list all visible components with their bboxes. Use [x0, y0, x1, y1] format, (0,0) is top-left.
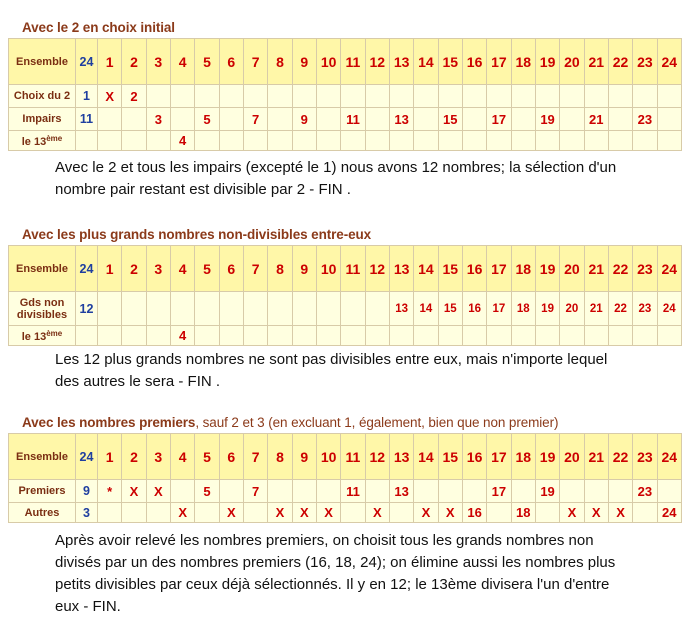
- number-cell: X: [608, 503, 632, 523]
- number-cell: [657, 326, 681, 346]
- number-cell: [146, 292, 170, 326]
- table-row: [9, 39, 682, 85]
- number-cell: 18: [511, 292, 535, 326]
- number-cell: [608, 480, 632, 503]
- number-cell: 4: [170, 131, 194, 151]
- number-cell: X: [560, 503, 584, 523]
- number-cell: [219, 480, 243, 503]
- number-cell: 16: [462, 503, 486, 523]
- number-cell: 16: [462, 292, 486, 326]
- number-cell: [122, 108, 146, 131]
- number-cell: [462, 131, 486, 151]
- number-cell: [462, 480, 486, 503]
- number-cell: [511, 85, 535, 108]
- number-cell: [341, 326, 365, 346]
- number-cell: [487, 131, 511, 151]
- paragraph-line: divisés par un des nombres premiers (16, 18, 24); on élimine aussi les nombres plus: [55, 554, 616, 571]
- number-cell: 15: [438, 108, 462, 131]
- number-cell: 4: [170, 246, 194, 292]
- number-cell: 23: [633, 480, 657, 503]
- row-count: [76, 326, 98, 346]
- number-cell: X: [170, 503, 194, 523]
- row-label: Autres: [9, 503, 76, 523]
- number-cell: [219, 108, 243, 131]
- number-cell: 18: [511, 246, 535, 292]
- number-cell: 14: [414, 39, 438, 85]
- number-cell: [268, 108, 292, 131]
- number-cell: 10: [316, 434, 340, 480]
- number-cell: [657, 480, 681, 503]
- number-cell: 3: [146, 39, 170, 85]
- number-cell: [341, 85, 365, 108]
- number-cell: 7: [243, 434, 267, 480]
- number-cell: [657, 131, 681, 151]
- number-cell: *: [98, 480, 122, 503]
- table-row: [9, 131, 682, 151]
- number-cell: [195, 131, 219, 151]
- number-cell: 17: [487, 434, 511, 480]
- number-cell: 22: [608, 434, 632, 480]
- number-cell: 21: [584, 434, 608, 480]
- number-cell: [608, 85, 632, 108]
- number-cell: 11: [341, 480, 365, 503]
- number-cell: 19: [535, 39, 559, 85]
- number-cell: [170, 292, 194, 326]
- number-cell: 13: [389, 39, 413, 85]
- number-cell: [219, 131, 243, 151]
- number-cell: [268, 326, 292, 346]
- number-cell: [608, 108, 632, 131]
- number-cell: [462, 85, 486, 108]
- number-cell: [365, 131, 389, 151]
- number-cell: [657, 85, 681, 108]
- number-cell: 24: [657, 434, 681, 480]
- number-cell: [633, 326, 657, 346]
- number-cell: [195, 503, 219, 523]
- number-cell: [292, 292, 316, 326]
- number-cell: [389, 503, 413, 523]
- number-cell: [268, 85, 292, 108]
- number-cell: [462, 108, 486, 131]
- number-cell: 3: [146, 246, 170, 292]
- number-cell: [633, 85, 657, 108]
- number-cell: [146, 85, 170, 108]
- number-cell: 9: [292, 108, 316, 131]
- number-cell: [365, 326, 389, 346]
- number-cell: [292, 326, 316, 346]
- number-cell: 5: [195, 39, 219, 85]
- number-cell: [389, 326, 413, 346]
- number-cell: 14: [414, 292, 438, 326]
- number-cell: 17: [487, 108, 511, 131]
- number-cell: 15: [438, 292, 462, 326]
- row-label: Gds non divisibles: [9, 292, 76, 326]
- row-label: le 13ème: [9, 131, 76, 151]
- number-cell: [560, 326, 584, 346]
- number-cell: [535, 503, 559, 523]
- number-cell: [584, 85, 608, 108]
- row-count: 11: [76, 108, 98, 131]
- number-cell: [146, 131, 170, 151]
- number-cell: 9: [292, 39, 316, 85]
- number-cell: 23: [633, 246, 657, 292]
- number-cell: 13: [389, 246, 413, 292]
- number-cell: [341, 503, 365, 523]
- number-cell: 17: [487, 246, 511, 292]
- paragraph-line: Les 12 plus grands nombres ne sont pas divisibles entre eux, mais n'importe lequel: [55, 351, 608, 368]
- row-label: Ensemble: [9, 434, 76, 480]
- number-cell: 5: [195, 108, 219, 131]
- number-cell: 9: [292, 246, 316, 292]
- number-cell: 19: [535, 292, 559, 326]
- paragraph-line: petits divisibles par ceux déjà sélectionnés. Il y en 12; le 13ème divisera l'un d'entre: [55, 576, 610, 593]
- section-3-title: Avec les nombres premiers, sauf 2 et 3 (en excluant 1, également, bien que non premier): [22, 415, 559, 430]
- number-cell: 20: [560, 246, 584, 292]
- number-cell: 24: [657, 503, 681, 523]
- row-count: 24: [76, 39, 98, 85]
- number-cell: [243, 503, 267, 523]
- number-cell: [584, 480, 608, 503]
- number-cell: [146, 503, 170, 523]
- number-cell: X: [146, 480, 170, 503]
- number-cell: X: [268, 503, 292, 523]
- number-cell: [511, 108, 535, 131]
- number-cell: [170, 85, 194, 108]
- section-2-title: Avec les plus grands nombres non-divisibles entre-eux: [22, 227, 372, 242]
- number-cell: 5: [195, 246, 219, 292]
- paragraph-line: Avec le 2 et tous les impairs (excepté le 1) nous avons 12 nombres; la sélection d'un: [55, 159, 617, 176]
- number-cell: [122, 503, 146, 523]
- number-cell: [316, 108, 340, 131]
- number-cell: X: [122, 480, 146, 503]
- number-cell: [535, 85, 559, 108]
- number-cell: X: [316, 503, 340, 523]
- number-cell: 8: [268, 39, 292, 85]
- number-cell: [389, 131, 413, 151]
- number-cell: [535, 326, 559, 346]
- number-cell: [414, 85, 438, 108]
- table-row: [9, 480, 682, 503]
- number-cell: 16: [462, 39, 486, 85]
- number-cell: 23: [633, 108, 657, 131]
- section-2-paragraph: [55, 349, 607, 393]
- number-cell: 2: [122, 85, 146, 108]
- number-cell: [633, 131, 657, 151]
- number-cell: [219, 292, 243, 326]
- number-cell: 17: [487, 39, 511, 85]
- number-cell: [365, 108, 389, 131]
- number-cell: [560, 85, 584, 108]
- number-cell: [316, 85, 340, 108]
- number-cell: 17: [487, 292, 511, 326]
- number-cell: [560, 131, 584, 151]
- number-cell: 13: [389, 480, 413, 503]
- number-cell: [195, 326, 219, 346]
- number-cell: 14: [414, 246, 438, 292]
- number-cell: [438, 326, 462, 346]
- number-cell: 5: [195, 480, 219, 503]
- number-cell: [657, 108, 681, 131]
- paragraph-line: des autres le sera - FIN .: [55, 373, 221, 390]
- number-cell: X: [438, 503, 462, 523]
- number-cell: 1: [98, 246, 122, 292]
- number-cell: 23: [633, 434, 657, 480]
- number-cell: [608, 326, 632, 346]
- number-cell: 24: [657, 39, 681, 85]
- number-cell: [268, 131, 292, 151]
- row-count: 24: [76, 434, 98, 480]
- number-cell: [341, 292, 365, 326]
- number-cell: 1: [98, 434, 122, 480]
- table-row: [9, 326, 682, 346]
- number-cell: 6: [219, 434, 243, 480]
- number-cell: 20: [560, 434, 584, 480]
- row-label: Choix du 2: [9, 85, 76, 108]
- number-cell: [243, 326, 267, 346]
- table-row: [9, 85, 682, 108]
- number-cell: 20: [560, 39, 584, 85]
- number-cell: 19: [535, 434, 559, 480]
- number-cell: 22: [608, 246, 632, 292]
- section-1-title: Avec le 2 en choix initial: [22, 20, 175, 35]
- number-cell: 10: [316, 39, 340, 85]
- number-cell: 17: [487, 480, 511, 503]
- number-cell: 7: [243, 108, 267, 131]
- number-cell: [438, 480, 462, 503]
- row-label: Ensemble: [9, 39, 76, 85]
- number-cell: [487, 85, 511, 108]
- row-label: le 13ème: [9, 326, 76, 346]
- row-label: Impairs: [9, 108, 76, 131]
- number-cell: [511, 131, 535, 151]
- number-cell: [535, 131, 559, 151]
- number-cell: 12: [365, 39, 389, 85]
- number-cell: [292, 480, 316, 503]
- table-row: [9, 503, 682, 523]
- number-cell: [341, 131, 365, 151]
- number-cell: [438, 85, 462, 108]
- number-cell: 11: [341, 39, 365, 85]
- number-cell: [170, 480, 194, 503]
- number-cell: 7: [243, 246, 267, 292]
- paragraph-line: nombre pair restant est divisible par 2 - FIN .: [55, 181, 351, 198]
- number-cell: [292, 131, 316, 151]
- number-cell: X: [292, 503, 316, 523]
- row-count: 1: [76, 85, 98, 108]
- number-cell: [243, 131, 267, 151]
- number-cell: 9: [292, 434, 316, 480]
- number-cell: 14: [414, 434, 438, 480]
- number-cell: [414, 131, 438, 151]
- number-cell: 8: [268, 246, 292, 292]
- number-cell: 19: [535, 246, 559, 292]
- number-cell: 3: [146, 108, 170, 131]
- row-count: [76, 131, 98, 151]
- number-cell: 19: [535, 480, 559, 503]
- number-cell: [292, 85, 316, 108]
- number-cell: X: [414, 503, 438, 523]
- paragraph-line: Après avoir relevé les nombres premiers, on choisit tous les grands nombres non: [55, 532, 594, 549]
- number-cell: [414, 108, 438, 131]
- number-cell: 12: [365, 434, 389, 480]
- number-cell: [146, 326, 170, 346]
- number-cell: 18: [511, 434, 535, 480]
- number-cell: 11: [341, 108, 365, 131]
- number-cell: 19: [535, 108, 559, 131]
- number-cell: 4: [170, 326, 194, 346]
- number-cell: 16: [462, 434, 486, 480]
- number-cell: [462, 326, 486, 346]
- section-3-paragraph: [55, 530, 615, 618]
- number-cell: 7: [243, 480, 267, 503]
- number-cell: 23: [633, 39, 657, 85]
- number-cell: 4: [170, 434, 194, 480]
- number-cell: 18: [511, 503, 535, 523]
- number-cell: 15: [438, 39, 462, 85]
- number-cell: [122, 292, 146, 326]
- number-cell: X: [365, 503, 389, 523]
- number-cell: 6: [219, 246, 243, 292]
- number-cell: [170, 108, 194, 131]
- number-cell: 21: [584, 108, 608, 131]
- number-cell: [365, 85, 389, 108]
- number-cell: [219, 85, 243, 108]
- number-cell: [98, 503, 122, 523]
- row-count: 3: [76, 503, 98, 523]
- number-cell: [584, 326, 608, 346]
- number-cell: [511, 326, 535, 346]
- number-cell: 3: [146, 434, 170, 480]
- number-cell: 8: [268, 434, 292, 480]
- table-row: [9, 434, 682, 480]
- number-cell: 13: [389, 108, 413, 131]
- number-cell: [122, 326, 146, 346]
- number-cell: [633, 503, 657, 523]
- number-cell: 15: [438, 246, 462, 292]
- number-cell: 1: [98, 39, 122, 85]
- number-cell: [98, 326, 122, 346]
- number-cell: [316, 326, 340, 346]
- section-2-table: [8, 245, 682, 346]
- number-cell: [608, 131, 632, 151]
- number-cell: 12: [365, 246, 389, 292]
- number-cell: 5: [195, 434, 219, 480]
- section-3-table: [8, 433, 682, 523]
- number-cell: 23: [633, 292, 657, 326]
- number-cell: [316, 480, 340, 503]
- number-cell: 22: [608, 292, 632, 326]
- number-cell: [365, 480, 389, 503]
- number-cell: [414, 480, 438, 503]
- number-cell: [122, 131, 146, 151]
- table-row: [9, 108, 682, 131]
- number-cell: [98, 131, 122, 151]
- number-cell: 2: [122, 246, 146, 292]
- number-cell: 22: [608, 39, 632, 85]
- row-count: 12: [76, 292, 98, 326]
- number-cell: 2: [122, 434, 146, 480]
- section-1-paragraph: [55, 157, 616, 201]
- number-cell: 10: [316, 246, 340, 292]
- row-label: Ensemble: [9, 246, 76, 292]
- number-cell: [316, 131, 340, 151]
- number-cell: 20: [560, 292, 584, 326]
- number-cell: 13: [389, 434, 413, 480]
- number-cell: [560, 108, 584, 131]
- number-cell: [560, 480, 584, 503]
- number-cell: [365, 292, 389, 326]
- number-cell: 4: [170, 39, 194, 85]
- number-cell: 13: [389, 292, 413, 326]
- number-cell: [584, 131, 608, 151]
- number-cell: X: [584, 503, 608, 523]
- number-cell: [389, 85, 413, 108]
- number-cell: 11: [341, 434, 365, 480]
- number-cell: [487, 326, 511, 346]
- number-cell: [195, 85, 219, 108]
- number-cell: 7: [243, 39, 267, 85]
- number-cell: [438, 131, 462, 151]
- number-cell: [243, 85, 267, 108]
- number-cell: [511, 480, 535, 503]
- table-row: [9, 246, 682, 292]
- number-cell: 6: [219, 39, 243, 85]
- number-cell: 11: [341, 246, 365, 292]
- number-cell: 24: [657, 246, 681, 292]
- number-cell: [268, 292, 292, 326]
- number-cell: [98, 108, 122, 131]
- number-cell: 21: [584, 246, 608, 292]
- number-cell: [487, 503, 511, 523]
- row-count: 24: [76, 246, 98, 292]
- number-cell: [219, 326, 243, 346]
- table-row: [9, 292, 682, 326]
- paragraph-line: eux - FIN.: [55, 598, 121, 615]
- number-cell: 16: [462, 246, 486, 292]
- number-cell: 18: [511, 39, 535, 85]
- number-cell: [243, 292, 267, 326]
- number-cell: X: [219, 503, 243, 523]
- number-cell: 21: [584, 292, 608, 326]
- number-cell: [195, 292, 219, 326]
- row-label: Premiers: [9, 480, 76, 503]
- row-count: 9: [76, 480, 98, 503]
- number-cell: [98, 292, 122, 326]
- number-cell: 15: [438, 434, 462, 480]
- number-cell: [268, 480, 292, 503]
- number-cell: 2: [122, 39, 146, 85]
- number-cell: 21: [584, 39, 608, 85]
- section-1-table: [8, 38, 682, 151]
- number-cell: [316, 292, 340, 326]
- number-cell: 24: [657, 292, 681, 326]
- number-cell: X: [98, 85, 122, 108]
- number-cell: [414, 326, 438, 346]
